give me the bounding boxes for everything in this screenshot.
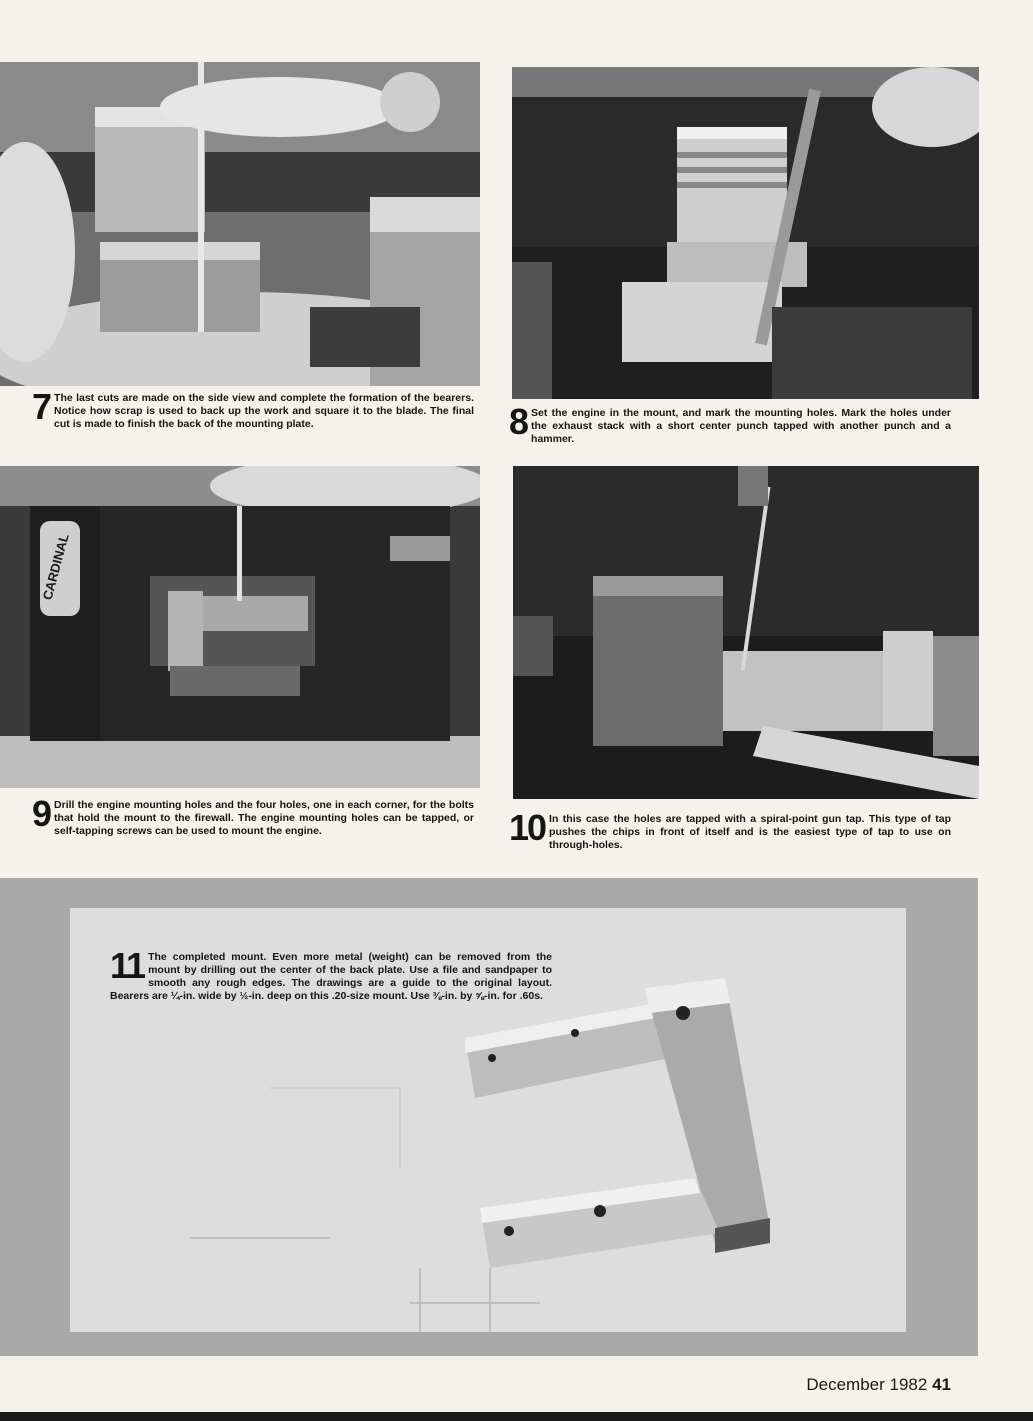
caption-text-9: Drill the engine mounting holes and the four holes, one in each corner, for the bolts that hold the mount to the firewall. The engine mounting holes can be tapped, or self-tapping screws can be used to mount the engine. (54, 799, 474, 837)
page-number: 41 (932, 1375, 951, 1394)
caption-text-8: Set the engine in the mount, and mark the mounting holes. Mark the holes under the exhaust stack with a short center punch tapped with another punch and a hammer. (531, 407, 951, 445)
step-number-10: 10 (509, 807, 546, 848)
step-number-7: 7 (32, 386, 51, 427)
step-number-9: 9 (32, 793, 51, 834)
bottom-border (0, 1412, 1033, 1421)
caption-text-10: In this case the holes are tapped with a spiral-point gun tap. This type of tap pushes the chips in front of itself and is the easiest type of tap to use on through-holes. (549, 813, 951, 851)
page-footer (806, 1375, 951, 1395)
step-number-11: 11 (110, 945, 145, 986)
vise-brand-label: CARDINAL (39, 532, 72, 602)
caption-step-10 (509, 807, 951, 852)
photo-step-9 (0, 466, 480, 788)
caption-text-11: The completed mount. Even more metal (weight) can be removed from the mount by drilling out the center of the back plate. Use a file and sandpaper to smooth any rough edges. The drawings are a guide to the original layout. Bearers are ¼-in. wide by ½-in. deep on this .20-size mount. Use ⅜-in. by ⅝-in. for .60s. (110, 951, 552, 1002)
caption-step-8 (509, 401, 951, 446)
caption-step-11 (110, 945, 552, 1003)
caption-text-7: The last cuts are made on the side view and complete the formation of the bearers. Notice how scrap is used to back up the work and square it to the blade. The final cut is made to finish the back of the mounting plate. (54, 392, 474, 430)
step-number-8: 8 (509, 401, 528, 442)
photo-step-7 (0, 62, 480, 386)
caption-step-7 (32, 386, 474, 431)
photo-step-8 (512, 67, 979, 399)
caption-step-9 (32, 793, 474, 838)
issue-date: December 1982 (806, 1375, 928, 1394)
photo-panel-step-11 (0, 878, 978, 1356)
photo-step-10 (513, 466, 979, 799)
